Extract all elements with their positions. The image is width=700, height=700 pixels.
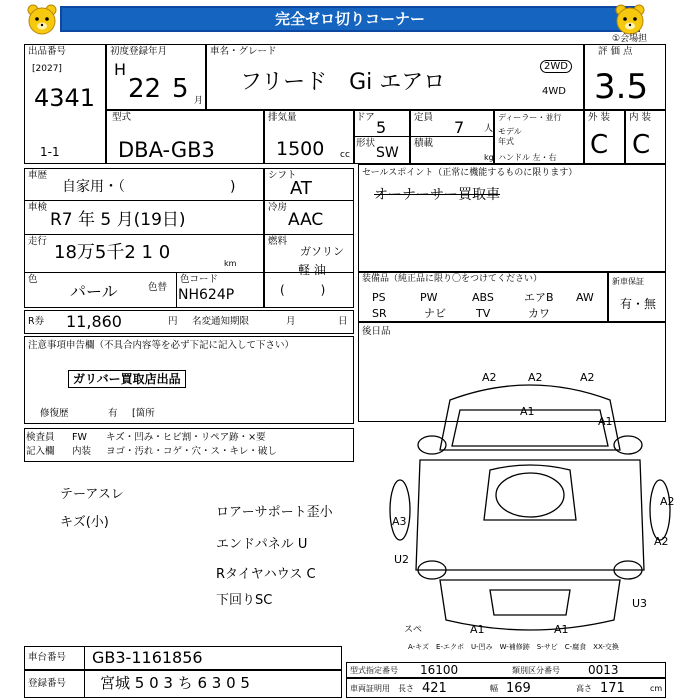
damage-mark: U3 (632, 597, 648, 610)
checker-interior: 内装 (72, 446, 92, 457)
sale-points-label: セールスポイント（正常に機能するものに限ります） (362, 168, 578, 178)
model-year-label2: 年式 (498, 137, 514, 146)
use-label: 車歴 (28, 170, 48, 181)
notice-day: 日 (338, 316, 348, 327)
use-value: 自家用・（ (62, 179, 125, 195)
load-label: 積載 (414, 138, 434, 149)
dims-height-value: 171 (600, 681, 625, 696)
lot-label: 出品番号 (28, 46, 67, 57)
model-label: 型式 (112, 112, 132, 123)
interior-label: 内 装 (629, 112, 652, 123)
first-reg-era: H (114, 60, 127, 79)
car-name-label: 車名・グレード (210, 46, 277, 57)
fuel-paren: ( ) (280, 283, 326, 297)
damage-mark: A1 (554, 623, 569, 636)
damage-mark: A3 (392, 515, 407, 528)
mileage-label: 走行 (28, 236, 48, 247)
equipment-leather: カワ (528, 307, 550, 320)
equipment-sr: SR (372, 307, 387, 320)
warranty-label: 新車保証 (612, 277, 644, 286)
checks-row-1: キズ・凹み・ヒビ割・リペア跡・×要 (106, 432, 266, 443)
class-label: 類別区分番号 (512, 666, 560, 675)
banner-title: 完全ゼロ切りコーナー (60, 6, 640, 32)
repair-value: 有 (108, 408, 118, 419)
model-value: DBA-GB3 (118, 138, 215, 162)
type-cert-label: 型式指定番号 (350, 666, 398, 675)
damage-mark: U2 (394, 553, 410, 566)
capacity-label: 定員 (414, 112, 434, 123)
damage-mark: A2 (528, 371, 543, 384)
note-right-2: エンドパネル U (216, 537, 308, 552)
chassis-label: 車台番号 (28, 652, 67, 663)
sale-points-value: オーナーサー買取車 (374, 187, 500, 203)
use-close: ) (230, 179, 236, 195)
dims-height-label: 高さ (576, 684, 592, 693)
damage-mark: スペ (404, 625, 423, 635)
damage-mark: A2 (482, 371, 497, 384)
recycle-value: 11,860 (66, 312, 122, 331)
equipment-ps: PS (372, 291, 386, 304)
venue-label: ①会場担 (612, 34, 648, 44)
damage-mark: A2 (660, 495, 675, 508)
first-reg-month: 5 (172, 74, 189, 104)
dims-label: 車両証明用 (350, 684, 390, 693)
shape-label: 形状 (356, 138, 376, 149)
checker-fw: FW (72, 432, 87, 443)
ac-value: AAC (288, 210, 324, 230)
cell-divider (84, 646, 85, 670)
shape-value: SW (376, 145, 399, 161)
note-right-3: Rタイヤハウス C (216, 567, 316, 582)
damage-mark: A2 (654, 535, 669, 548)
fuel-gas: ガソリン (300, 245, 344, 258)
dealer-label: ディーラー・並行 (498, 113, 562, 122)
damage-mark: A2 (580, 371, 595, 384)
shift-value: AT (290, 178, 312, 199)
equipment-label: 装備品（純正品に限り〇をつけてください） (362, 274, 543, 284)
note-right-4: 下回りSC (216, 593, 273, 608)
checker-label-1: 検査員 (26, 432, 55, 443)
mileage-unit: km (224, 259, 237, 268)
drive-4wd: 4WD (542, 86, 566, 97)
exterior-label: 外 装 (588, 112, 611, 123)
fuel-diesel: 軽 油 (298, 263, 326, 277)
dims-len-value: 421 (422, 681, 447, 696)
warranty-value: 有・無 (620, 297, 657, 311)
cell-divider (176, 272, 177, 308)
load-unit: kg (484, 153, 494, 162)
score-value: 3.5 (594, 67, 649, 107)
rear-seat-label: 後日品 (362, 326, 391, 337)
inspection-label: 車検 (28, 202, 48, 213)
note-left-1: テーアスレ (60, 487, 124, 502)
note-right-1: ロアーサポート歪小 (216, 505, 333, 520)
note-left-2: キズ(小) (60, 515, 109, 530)
damage-mark: A1 (520, 405, 535, 418)
equipment-pw: PW (420, 291, 438, 304)
first-reg-year: 22 (128, 74, 162, 104)
dims-unit: cm (650, 684, 663, 693)
score-label: 評 価 点 (598, 46, 633, 57)
shift-label: シフト (268, 170, 297, 181)
damage-mark: A1 (470, 623, 485, 636)
damage-mark: A1 (598, 415, 613, 428)
capacity-unit: 人 (484, 124, 494, 134)
dims-len-label: 長さ (398, 684, 414, 693)
type-cert-value: 16100 (420, 663, 459, 677)
color-code-label: 色コード (180, 274, 219, 285)
lot-sub: [2027] (32, 64, 62, 74)
model-mark: 1-1 (40, 145, 60, 159)
equipment-abs: ABS (472, 291, 494, 304)
interior-value: C (632, 130, 651, 160)
registration-value: 宮城 5 0 3 ち 6 3 0 5 (100, 674, 250, 692)
cell-divider (84, 670, 85, 698)
checks-row-2: ヨゴ・汚れ・コゲ・穴・ス・キレ・破し (106, 446, 277, 457)
displacement-value: 1500 (276, 138, 325, 160)
color-code-value: NH624P (178, 287, 235, 303)
equipment-tv: TV (476, 307, 491, 320)
displacement-label: 排気量 (268, 112, 297, 123)
inspection-value: R7 年 5 月(19日) (50, 210, 186, 230)
repair-label: 修復歴 (40, 408, 69, 419)
recycle-label: R券 (28, 316, 45, 327)
first-reg-label: 初度登録年月 (110, 46, 168, 57)
equipment-airbag: エアB (524, 291, 554, 304)
lot-number: 4341 (34, 84, 96, 112)
chassis-value: GB3-1161856 (92, 648, 203, 667)
gulliver-stamp: ガリバー買取店出品 (68, 370, 186, 388)
doors-label: ドア (356, 112, 375, 123)
sale-points-box (358, 164, 666, 272)
notice-label: 名変通知期限 (192, 316, 250, 327)
exterior-value: C (590, 130, 609, 160)
notes-label: 注意事項申告欄（不具合内容等を必ず下記に記入して下さい） (28, 340, 295, 351)
ac-label: 冷房 (268, 202, 288, 213)
notice-month: 月 (286, 316, 296, 327)
displacement-unit: cc (340, 150, 350, 160)
capacity-value: 7 (454, 118, 465, 137)
repair-place: [箇所 (132, 408, 155, 419)
equipment-aw: AW (576, 291, 594, 304)
color-tone-label: 色替 (148, 282, 168, 293)
dims-width-label: 幅 (490, 684, 498, 693)
mileage-value: 18万5千2 1 0 (54, 242, 171, 263)
doors-value: 5 (376, 118, 387, 137)
recycle-unit: 円 (168, 316, 178, 327)
class-value: 0013 (588, 663, 619, 677)
drive-2wd: 2WD (540, 60, 572, 73)
dims-width-value: 169 (506, 681, 531, 696)
color-value: パール (70, 282, 118, 301)
bear-mascot-icon (612, 2, 648, 38)
model-year-label1: モデル (498, 127, 522, 136)
handle-label: ハンドル 左・右 (498, 153, 557, 162)
checker-label-2: 記入欄 (26, 446, 55, 457)
first-reg-month-unit: 月 (194, 96, 204, 106)
fuel-label: 燃料 (268, 236, 288, 247)
color-label: 色 (28, 274, 38, 285)
car-name-value: フリード Gi エアロ (240, 70, 446, 95)
bear-mascot-icon (24, 2, 60, 38)
damage-legend: A-キズ E-エクボ U-凹み W-補修跡 S-サビ C-腐食 XX-交換 (408, 643, 619, 651)
registration-label: 登録番号 (28, 678, 67, 689)
equipment-navi: ナビ (424, 307, 446, 320)
